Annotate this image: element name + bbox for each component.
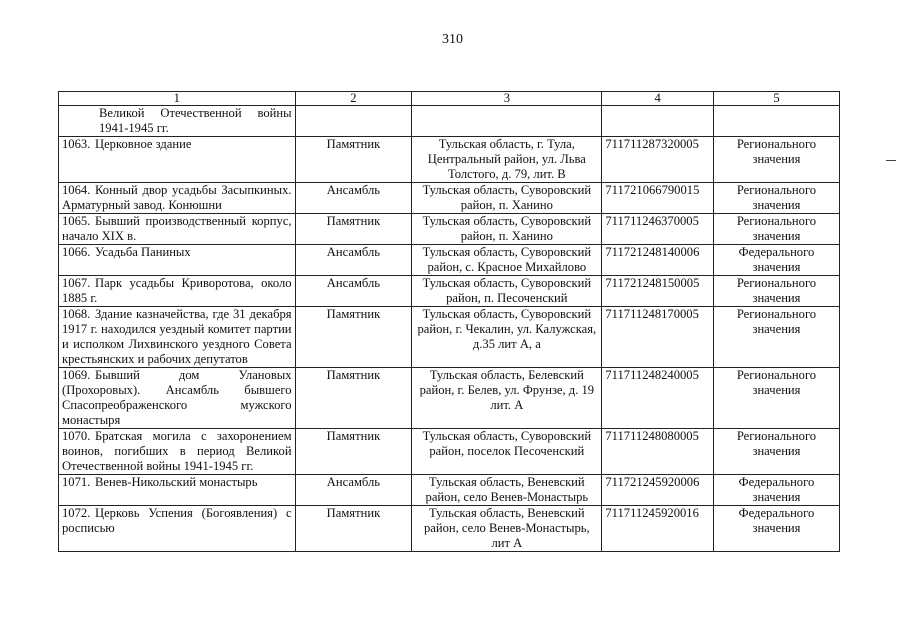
row-number: 1069. (62, 368, 91, 382)
object-type-cell: Памятник (295, 214, 412, 245)
object-type-cell: Памятник (295, 307, 412, 368)
object-name: Здание казначейства, где 31 декабря 1917 г. находился уездный комитет партии и исполком Лихвинского уездного Совета крестьянских и рабочих депутатов (62, 307, 292, 366)
address-cell (412, 106, 602, 137)
object-name: Бывший производственный корпус, начало XIX в. (62, 214, 292, 243)
address-cell: Тульская область, Суворовский район, п. Ханино (412, 214, 602, 245)
object-type-cell: Ансамбль (295, 245, 412, 276)
table-row (59, 276, 840, 307)
registry-code-cell: 711721066790015 (602, 183, 714, 214)
column-header: 4 (602, 92, 714, 106)
table-row (59, 307, 840, 368)
object-name-cell (59, 276, 296, 307)
category-cell: Регионального значения (713, 276, 839, 307)
category-cell (713, 106, 839, 137)
category-cell: Регионального значения (713, 137, 839, 183)
row-number: 1071. (62, 475, 91, 489)
heritage-registry-table (58, 91, 840, 552)
object-type-cell: Памятник (295, 429, 412, 475)
object-type-cell: Памятник (295, 368, 412, 429)
address-cell: Тульская область, Веневский район, село Венев-Монастырь, лит А (412, 506, 602, 552)
object-name: Церковное здание (95, 137, 192, 151)
row-number: 1063. (62, 137, 91, 151)
table-row (59, 368, 840, 429)
object-name-cell (59, 137, 296, 183)
object-name-cell (59, 368, 296, 429)
object-type-cell: Памятник (295, 506, 412, 552)
address-cell: Тульская область, Веневский район, село Венев-Монастырь (412, 475, 602, 506)
column-header: 5 (713, 92, 839, 106)
column-header: 2 (295, 92, 412, 106)
margin-mark (886, 160, 896, 161)
object-type-cell: Ансамбль (295, 183, 412, 214)
registry-code-cell: 711711287320005 (602, 137, 714, 183)
table-row (59, 245, 840, 276)
table-body (59, 92, 840, 552)
object-name: Бывший дом Улановых (Прохоровых). Ансамбль бывшего Спасопреображенского мужского монастыря (62, 368, 292, 427)
object-type-cell: Ансамбль (295, 475, 412, 506)
registry-code-cell: 711711246370005 (602, 214, 714, 245)
object-name: Братская могила с захоронением воинов, погибших в период Великой Отечественной войны 1941-1945 гг. (62, 429, 292, 473)
object-type-cell: Памятник (295, 137, 412, 183)
registry-code-cell: 711711245920016 (602, 506, 714, 552)
table-row (59, 137, 840, 183)
category-cell: Регионального значения (713, 368, 839, 429)
address-cell: Тульская область, Суворовский район, поселок Песоченский (412, 429, 602, 475)
registry-code-cell: 711711248170005 (602, 307, 714, 368)
object-name: Парк усадьбы Криворотова, около 1885 г. (62, 276, 292, 305)
object-name: Конный двор усадьбы Засыпкиных. Арматурный завод. Конюшни (62, 183, 292, 212)
row-number: 1070. (62, 429, 91, 443)
address-cell: Тульская область, Суворовский район, п. Песоченский (412, 276, 602, 307)
address-cell: Тульская область, Суворовский район, п. Ханино (412, 183, 602, 214)
object-name-cell (59, 307, 296, 368)
object-name-cell: Великой Отечественной войны 1941-1945 гг. (59, 106, 296, 137)
object-name: Венев-Никольский монастырь (95, 475, 258, 489)
object-name-cell (59, 214, 296, 245)
registry-code-cell: 711711248240005 (602, 368, 714, 429)
row-number: 1068. (62, 307, 91, 321)
object-name-cell (59, 506, 296, 552)
registry-code-cell (602, 106, 714, 137)
category-cell: Федерального значения (713, 475, 839, 506)
address-cell: Тульская область, Суворовский район, с. Красное Михайлово (412, 245, 602, 276)
row-number: 1064. (62, 183, 91, 197)
table-row (59, 506, 840, 552)
object-type-cell (295, 106, 412, 137)
category-cell: Федерального значения (713, 506, 839, 552)
column-header: 1 (59, 92, 296, 106)
address-cell: Тульская область, Суворовский район, г. Чекалин, ул. Калужская, д.35 лит А, а (412, 307, 602, 368)
registry-code-cell: 711711248080005 (602, 429, 714, 475)
row-number: 1067. (62, 276, 91, 290)
row-number: 1065. (62, 214, 91, 228)
table-header-row (59, 92, 840, 106)
category-cell: Федерального значения (713, 245, 839, 276)
object-name-cell (59, 429, 296, 475)
category-cell: Регионального значения (713, 307, 839, 368)
table-row (59, 429, 840, 475)
column-header: 3 (412, 92, 602, 106)
registry-code-cell: 711721248150005 (602, 276, 714, 307)
page-number: 310 (442, 32, 463, 47)
category-cell: Регионального значения (713, 429, 839, 475)
object-name-cell (59, 475, 296, 506)
object-type-cell: Ансамбль (295, 276, 412, 307)
object-name: Церковь Успения (Богоявления) с росписью (62, 506, 292, 535)
registry-code-cell: 711721245920006 (602, 475, 714, 506)
table-row (59, 214, 840, 245)
registry-code-cell: 711721248140006 (602, 245, 714, 276)
object-name-cell (59, 245, 296, 276)
category-cell: Регионального значения (713, 183, 839, 214)
table-row (59, 475, 840, 506)
table-row-continued (59, 106, 840, 137)
address-cell: Тульская область, Белевский район, г. Белев, ул. Фрунзе, д. 19 лит. А (412, 368, 602, 429)
object-name: Усадьба Паниных (95, 245, 191, 259)
address-cell: Тульская область, г. Тула, Центральный район, ул. Льва Толстого, д. 79, лит. В (412, 137, 602, 183)
table-row (59, 183, 840, 214)
object-name-cell (59, 183, 296, 214)
row-number: 1072. (62, 506, 91, 520)
row-number: 1066. (62, 245, 91, 259)
category-cell: Регионального значения (713, 214, 839, 245)
